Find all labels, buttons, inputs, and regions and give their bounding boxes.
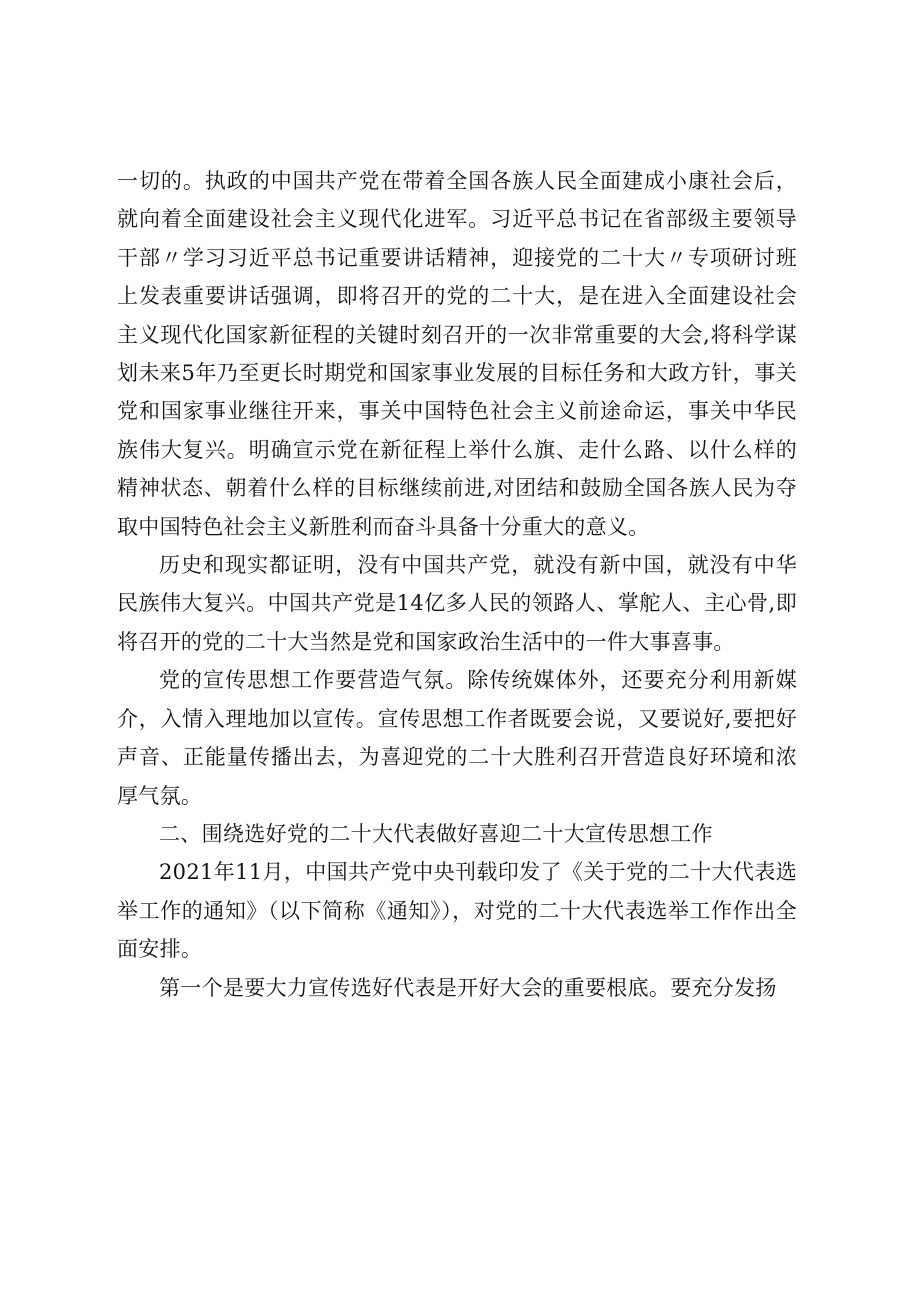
- section-heading: 二、围绕选好党的二十大代表做好喜迎二十大宣传思想工作: [159, 821, 713, 846]
- paragraph-continuation: 一切的。执政的中国共产党在带着全国各族人民全面建成小康社会后，就向着全面建设社会主义现代化进军。习近平总书记在省部级主要领导干部〃学习习近平总书记重要讲话精神，迎接党的二十大〃专项研讨班上发表重要讲话强调，即将召开的党的二十大，是在进入全面建设社会主义现代化国家新征程的关键时刻召开的一次非常重要的大会,将科学谋划未来5年乃至更长时期党和国家事业发展的目标任务和大政方针，事关党和国家事业继往开来，事关中国特色社会主义前途命运，事关中华民族伟大复兴。明确宣示党在新征程上举什么旗、走什么路、以什么样的精神状态、朝着什么样的目标继续前进,对团结和鼓励全国各族人民为夺取中国特色社会主义新胜利而奋斗具备十分重大的意义。: [117, 169, 797, 539]
- paragraph-propaganda: 党的宣传思想工作要营造气氛。除传统媒体外，还要充分利用新媒介，入情入理地加以宣传。宣传思想工作者既要会说，又要说好,要把好声音、正能量传播出去，为喜迎党的二十大胜利召开营造良好环境和浓厚气氛。: [117, 668, 797, 808]
- document-body: [117, 162, 797, 1007]
- paragraph-history: 历史和现实都证明，没有中国共产党，就没有新中国，就没有中华民族伟大复兴。中国共产党是14亿多人民的领路人、掌舵人、主心骨,即将召开的党的二十大当然是党和国家政治生活中的一件大事喜事。: [117, 553, 797, 654]
- paragraph-notice: 2021年11月，中国共产党中央刊载印发了《关于党的二十大代表选举工作的通知》（以下简称《通知》），对党的二十大代表选举工作作出全面安排。: [117, 860, 797, 962]
- paragraph-first-point: 第一个是要大力宣传选好代表是开好大会的重要根底。要充分发扬: [159, 975, 777, 1000]
